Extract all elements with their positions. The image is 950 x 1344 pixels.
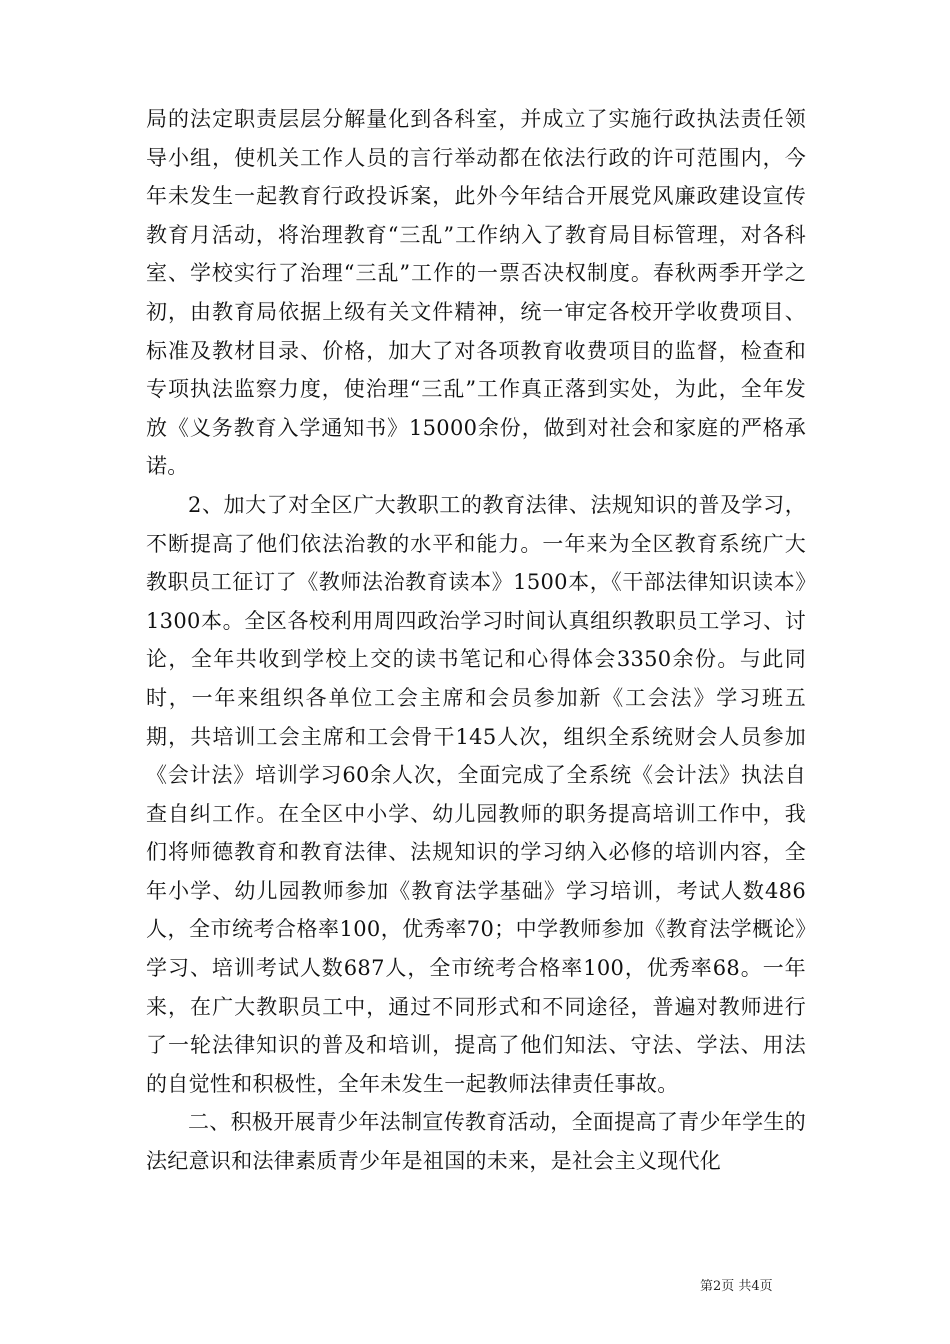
page-number-footer: 第2页 共4页 [700,1279,773,1294]
paragraph-item-2: 2、加大了对全区广大教职工的教育法律、法规知识的普及学习，不断提高了他们依法治教的水平和能力。一年来为全区教育系统广大教职员工征订了《教师法治教育读本》1500本，《干部法律知识读本》1300本。全区各校利用周四政治学习时间认真组织教职员工学习、讨论，全年共收到学校上交的读书笔记和心得体会3350余份。与此同时，一年来组织各单位工会主席和会员参加新《工会法》学习班五期，共培训工会主席和工会骨干145人次，组织全系统财会人员参加《会计法》培训学习60余人次，全面完成了全系统《会计法》执法自查自纠工作。在全区中小学、幼儿园教师的职务提高培训工作中，我们将师德教育和教育法律、法规知识的学习纳入必修的培训内容，全年小学、幼儿园教师参加《教育法学基础》学习培训，考试人数486人，全市统考合格率100，优秀率70；中学教师参加《教育法学概论》学习、培训考试人数687人，全市统考合格率100，优秀率68。一年来，在广大教职员工中，通过不同形式和不同途径，普遍对教师进行了一轮法律知识的普及和培训，提高了他们知法、守法、学法、用法的自觉性和积极性，全年未发生一起教师法律责任事故。 [146,492,806,1096]
document-body [146,100,806,1181]
paragraph-section-2: 二、积极开展青少年法制宣传教育活动，全面提高了青少年学生的法纪意识和法律素质青少年是祖国的未来，是社会主义现代化 [146,1110,806,1174]
paragraph-continuation: 局的法定职责层层分解量化到各科室，并成立了实施行政执法责任领导小组，使机关工作人员的言行举动都在依法行政的许可范围内，今年未发生一起教育行政投诉案，此外今年结合开展党风廉政建设宣传教育月活动，将治理教育“三乱”工作纳入了教育局目标管理，对各科室、学校实行了治理“三乱”工作的一票否决权制度。春秋两季开学之初，由教育局依据上级有关文件精神，统一审定各校开学收费项目、标准及教材目录、价格，加大了对各项教育收费项目的监督，检查和专项执法监察力度，使治理“三乱”工作真正落到实处，为此，全年发放《义务教育入学通知书》15000余份，做到对社会和家庭的严格承诺。 [146,107,806,479]
